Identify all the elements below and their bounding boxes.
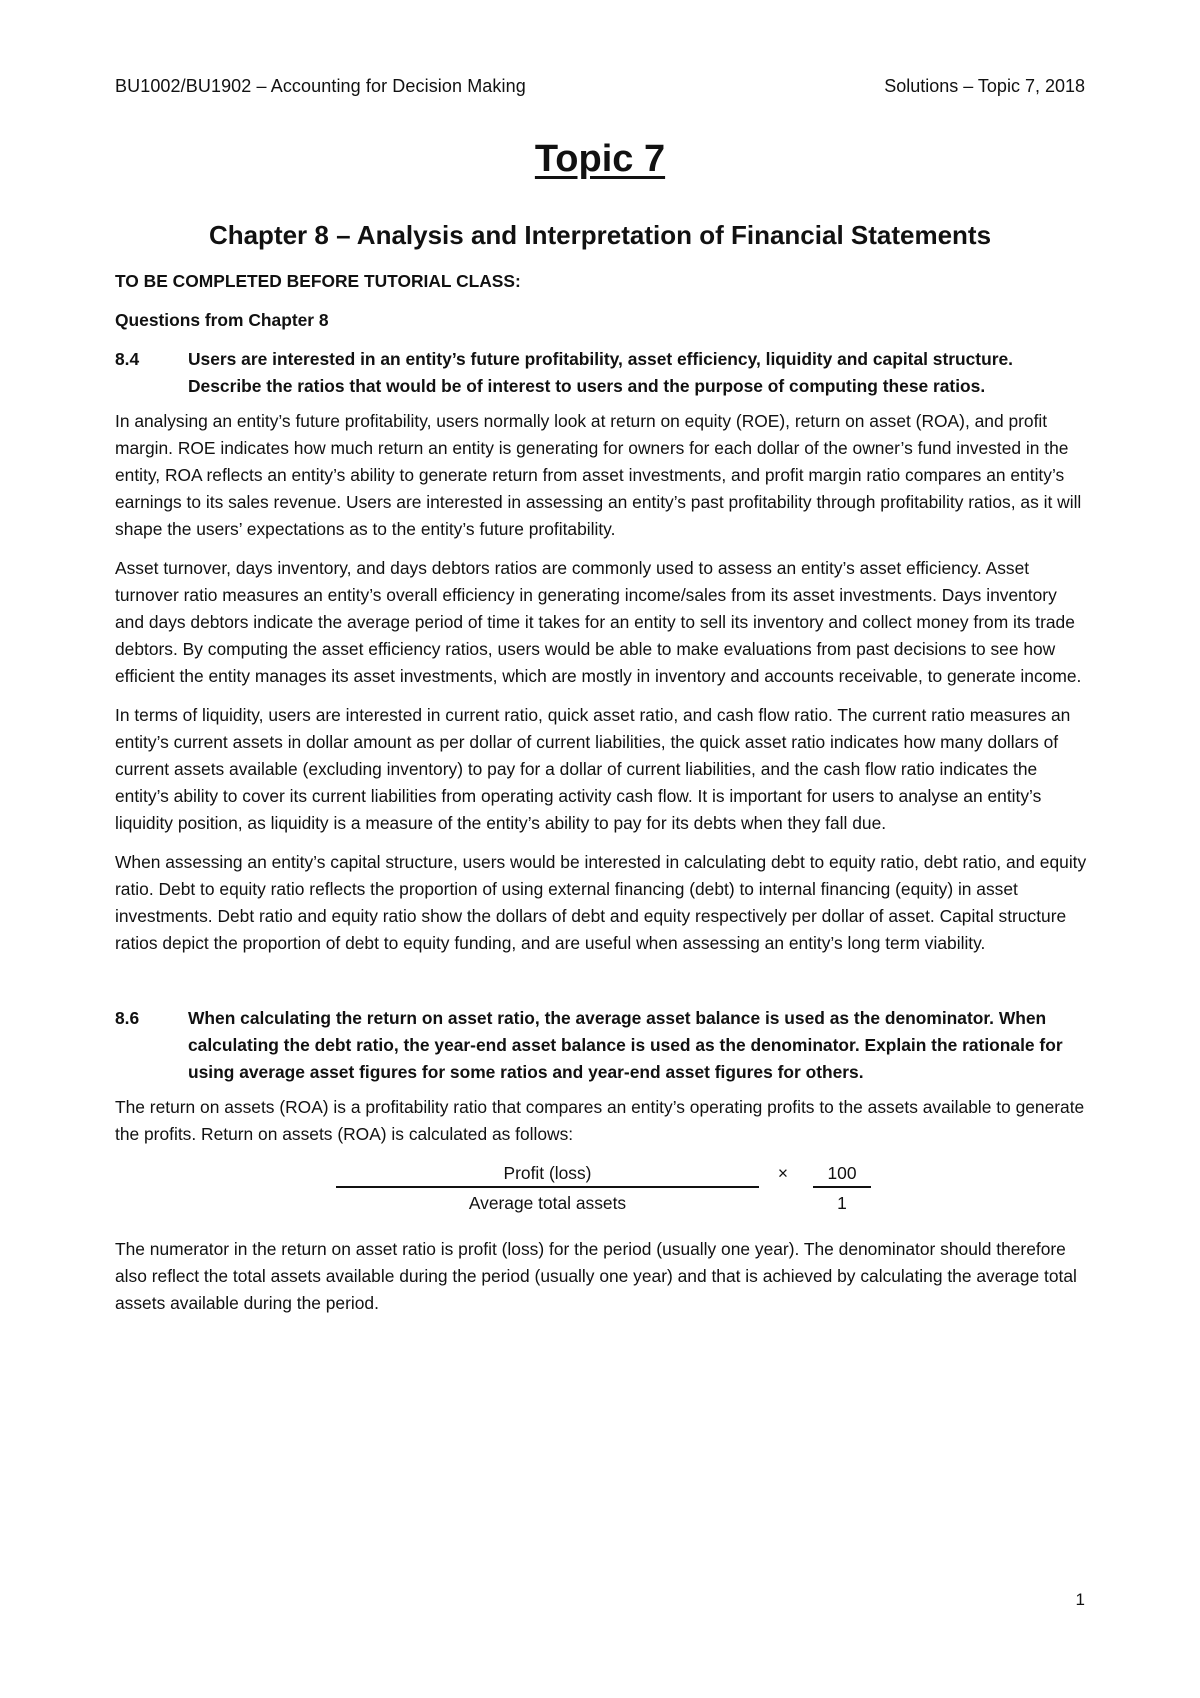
header-solutions-label: Solutions – Topic 7, 2018: [884, 76, 1085, 96]
question-8-6: [115, 1005, 1090, 1086]
formula-multiply-sign: ×: [777, 1163, 789, 1183]
formula-multiplier-denominator: 1: [837, 1193, 847, 1213]
roa-formula: [115, 1160, 1090, 1224]
document-body: [115, 268, 1090, 1329]
answer-paragraph-roa-intro: The return on assets (ROA) is a profitability ratio that compares an entity’s operating profits to the assets available to generate the profits. Return on assets (ROA) is calculated as follows:: [115, 1097, 1085, 1144]
page-title: Topic 7: [534, 138, 666, 180]
answer-paragraph-roa-explanation: The numerator in the return on asset ratio is profit (loss) for the period (usually one year). The denominator should therefore also reflect the total assets available during the period (usually one year) and that is achieved by calculating the average total assets available during the period.: [115, 1239, 1077, 1313]
answer-paragraph-profitability: In analysing an entity’s future profitability, users normally look at return on equity (ROE), return on asset (ROA), and profit margin. ROE indicates how much return an entity is generating for owners for each dollar of the owner’s fund invested in the entity, ROA reflects an entity’s ability to generate return from asset investments, and profit margin ratio compares an entity’s earnings to its sales revenue. Users are interested in assessing an entity’s past profitability through profitability ratios, as it will shape the users’ expectations as to the entity’s future profitability.: [115, 411, 1082, 539]
question-8-4: [115, 346, 1090, 400]
question-number: 8.6: [115, 1008, 140, 1028]
answer-paragraph-capital-structure: When assessing an entity’s capital structure, users would be interested in calculating debt to equity ratio, debt ratio, and equity ratio. Debt to equity ratio reflects the proportion of using external financing (debt) to internal financing (equity) in asset investments. Debt ratio and equity ratio show the dollars of debt and equity respectively per dollar of asset. Capital structure ratios depict the proportion of debt to equity funding, and are useful when assessing an entity’s long term viability.: [115, 852, 1087, 953]
question-number: 8.4: [115, 349, 140, 369]
question-text: When calculating the return on asset ratio, the average asset balance is used as the denominator. When calculating the debt ratio, the year-end asset balance is used as the denominator. Explain the rationale for using average asset figures for some ratios and year-end asset figures for others.: [188, 1008, 1063, 1082]
formula-multiplier-numerator: 100: [813, 1160, 871, 1188]
formula-denominator: Average total assets: [468, 1193, 627, 1213]
section-spacer: [115, 969, 1090, 1005]
answer-paragraph-asset-efficiency: Asset turnover, days inventory, and days debtors ratios are commonly used to assess an entity’s asset efficiency. Asset turnover ratio measures an entity’s overall efficiency in generating income/sales from its asset investments. Days inventory and days debtors indicate the average period of time it takes for an entity to sell its inventory and collect money from its trade debtors. By computing the asset efficiency ratios, users would be able to make evaluations from past decisions to see how efficient the entity manages its asset investments, which are mostly in inventory and accounts receivable, to generate income.: [115, 558, 1082, 686]
page-number: 1: [1075, 1590, 1085, 1609]
header-course-title: BU1002/BU1902 – Accounting for Decision Making: [115, 76, 526, 96]
instruction-heading: TO BE COMPLETED BEFORE TUTORIAL CLASS:: [115, 271, 521, 291]
answer-paragraph-liquidity: In terms of liquidity, users are interested in current ratio, quick asset ratio, and cash flow ratio. The current ratio measures an entity’s current assets in dollar amount as per dollar of current liabilities, the quick asset ratio indicates how many dollars of current assets available (excluding inventory) to pay for a dollar of current liabilities, and the cash flow ratio indicates the entity’s ability to cover its current liabilities from operating activity cash flow. It is important for users to analyse an entity’s liquidity position, as liquidity is a measure of the entity’s ability to pay for its debts when they fall due.: [115, 705, 1071, 833]
formula-numerator: Profit (loss): [336, 1160, 759, 1188]
question-text: Users are interested in an entity’s future profitability, asset efficiency, liquidity and capital structure. Describe the ratios that would be of interest to users and the purpose of computing these ratios.: [188, 349, 1013, 396]
chapter-title: Chapter 8 – Analysis and Interpretation of Financial Statements: [208, 220, 992, 250]
section-heading: Questions from Chapter 8: [115, 310, 329, 330]
